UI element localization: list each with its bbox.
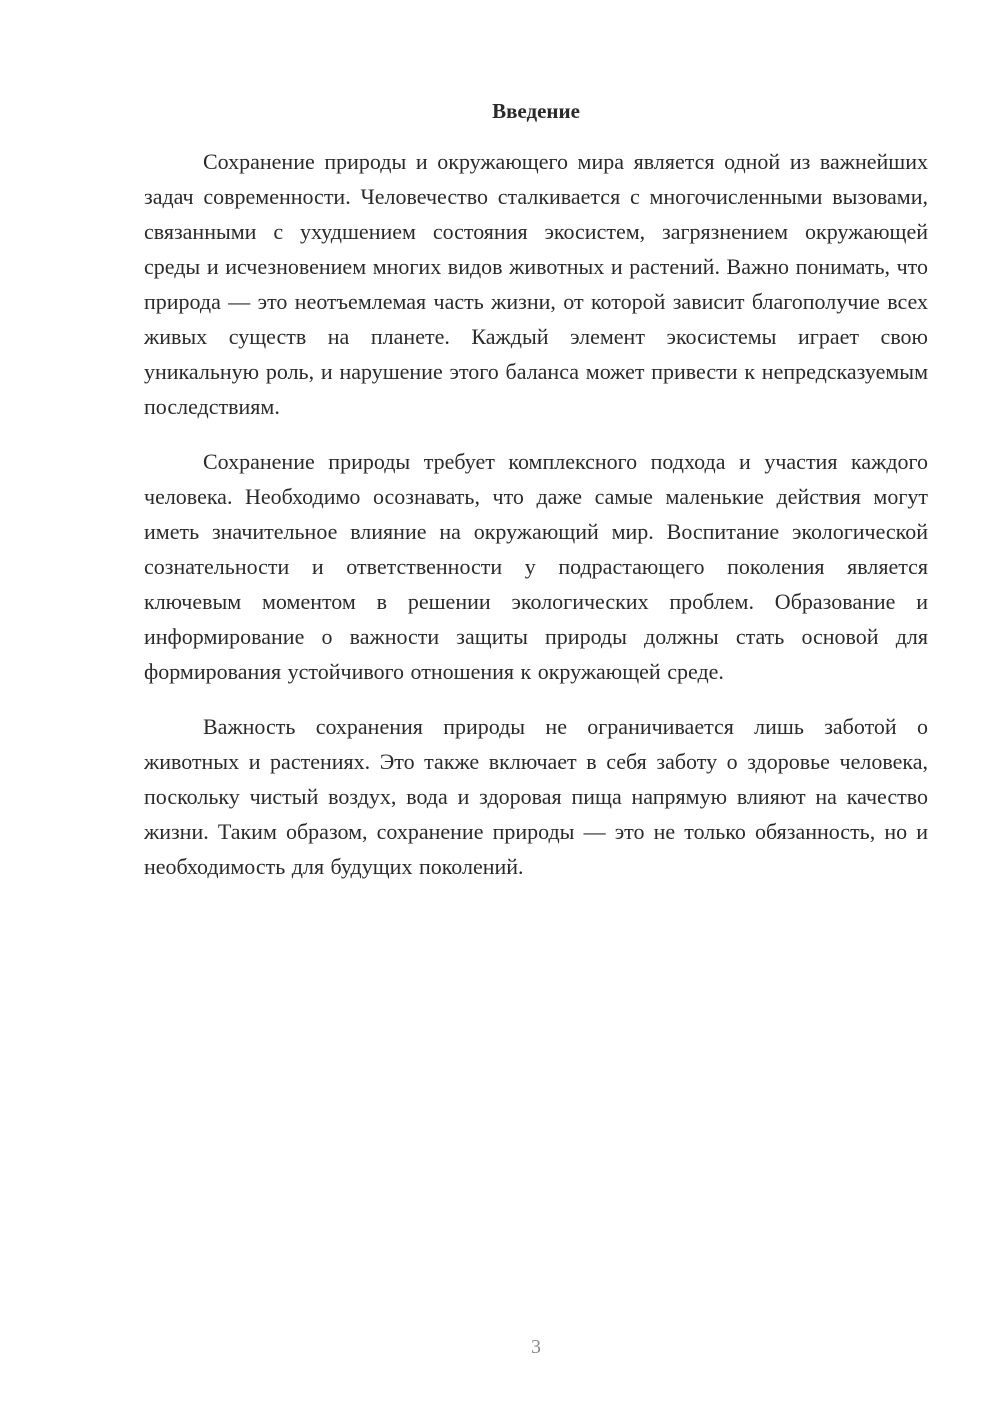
section-heading: Введение	[492, 99, 580, 123]
paragraph-2: Сохранение природы требует комплексного подхода и участия каждого человека. Необходимо осознавать, что даже самые маленькие действия могут иметь значительное влияние на окружающий мир. Воспитание экологической сознательности и ответственности у подрастающего поколения является ключевым моментом в решении экологических проблем. Образование и информирование о важности защиты природы должны стать основой для формирования устойчивого отношения к окружающей среде.	[144, 449, 928, 684]
paragraph-3: Важность сохранения природы не ограничивается лишь заботой о животных и растениях. Это также включает в себя заботу о здоровье человека, поскольку чистый воздух, вода и здоровая пища напрямую влияют на качество жизни. Таким образом, сохранение природы — это не только обязанность, но и необходимость для будущих поколений.	[144, 714, 928, 879]
paragraph-1: Сохранение природы и окружающего мира является одной из важнейших задач современности. Человечество сталкивается с многочисленными вызовами, связанными с ухудшением состояния экосистем, загрязнением окружающей среды и исчезновением многих видов животных и растений. Важно понимать, что природа — это неотъемлемая часть жизни, от которой зависит благополучие всех живых существ на планете. Каждый элемент экосистемы играет свою уникальную роль, и нарушение этого баланса может привести к непредсказуемым последствиям.	[144, 149, 928, 419]
page-number: 3	[531, 1336, 541, 1358]
body-text	[144, 144, 928, 904]
